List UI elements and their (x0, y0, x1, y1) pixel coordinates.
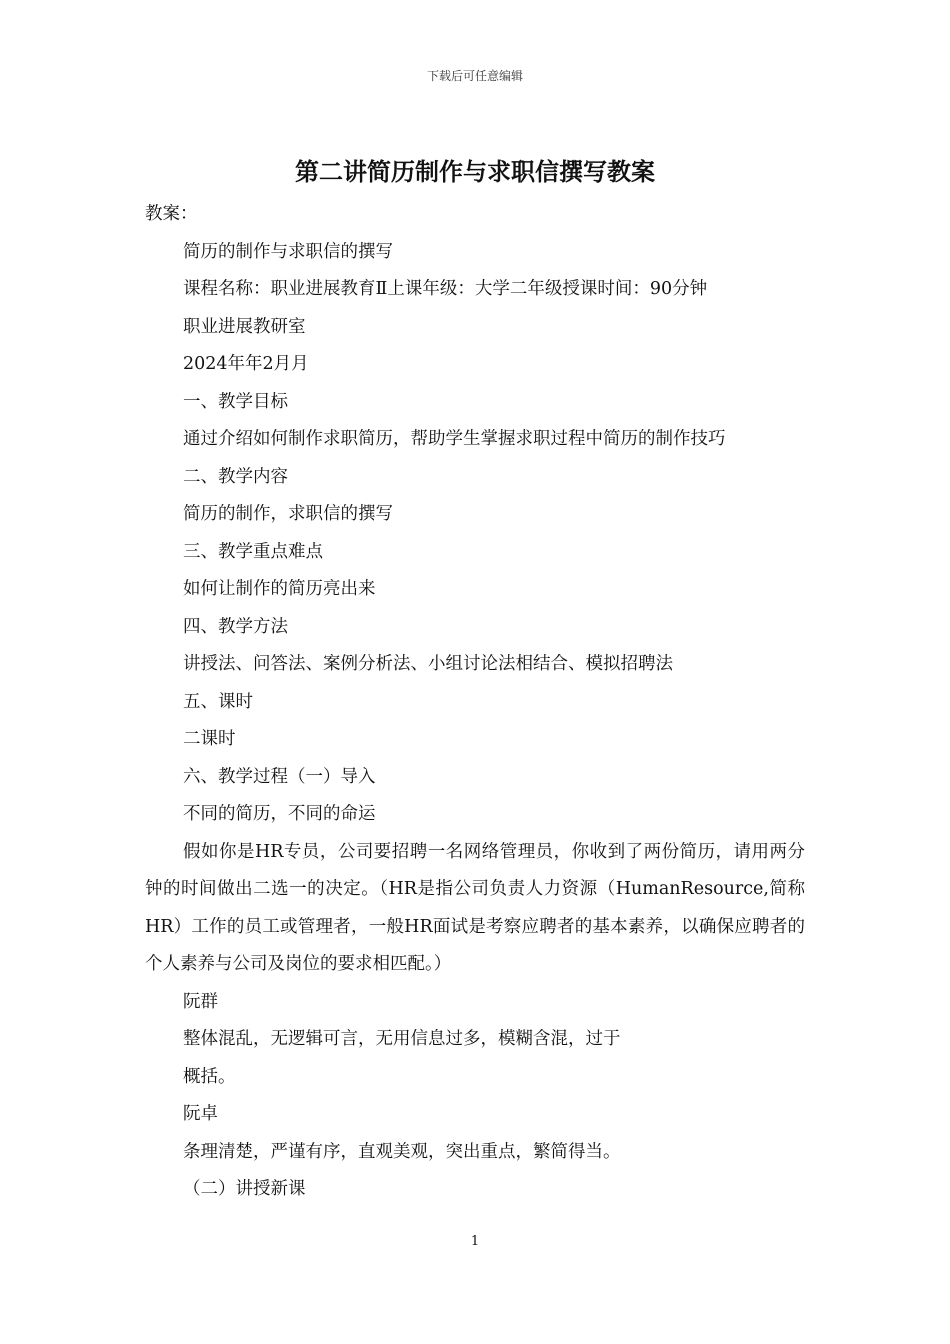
candidate-name-1: 阮群 (183, 991, 218, 1012)
section-heading-hours: 五、课时 (183, 691, 253, 712)
header-note: 下载后可任意编辑 (426, 69, 523, 83)
candidate-1-comment: 整体混乱，无逻辑可言，无用信息过多，模糊含混，过于 (183, 1029, 621, 1049)
key-points-text: 如何让制作的简历亮出来 (183, 579, 376, 599)
candidate-name-2: 阮卓 (183, 1104, 218, 1124)
department: 职业进展教研室 (183, 316, 306, 337)
candidate-2-comment: 条理清楚，严谨有序，直观美观，突出重点，繁简得当。 (183, 1141, 621, 1162)
label-jiaoan: 教案： (145, 204, 198, 224)
document-title: 第二讲简历制作与求职信撰写教案 (295, 157, 655, 186)
subsection-new-lesson: （二）讲授新课 (183, 1179, 306, 1199)
course-info: 课程名称：职业进展教育Ⅱ上课年级：大学二年级授课时间：90分钟 (183, 279, 708, 299)
scenario-paragraph: 假如你是HR专员，公司要招聘一名网络管理员，你收到了两份简历，请用两分钟的时间做出二选一的决定。（HR是指公司负责人力资源（HumanResource,简称HR）工作的员工或管理者，一般HR面试是考察应聘者的基本素养，以确保应聘者的个人素养与公司及岗位的要求相匹配。） (145, 841, 805, 974)
section-heading-methods: 四、教学方法 (183, 616, 288, 637)
date: 2024年年2月月 (183, 354, 309, 374)
candidate-1-comment-cont: 概括。 (183, 1066, 236, 1087)
page-number: 1 (470, 1234, 480, 1249)
hours-text: 二课时 (183, 729, 236, 749)
section-heading-key-points: 三、教学重点难点 (183, 541, 323, 562)
methods-text: 讲授法、问答法、案例分析法、小组讨论法相结合、模拟招聘法 (183, 654, 673, 674)
process-intro-text: 不同的简历，不同的命运 (183, 804, 376, 824)
lesson-topic: 简历的制作与求职信的撰写 (183, 241, 393, 262)
content-text: 简历的制作，求职信的撰写 (183, 504, 393, 524)
document-body (145, 196, 805, 1209)
section-heading-process: 六、教学过程（一）导入 (183, 766, 376, 787)
objectives-text: 通过介绍如何制作求职简历，帮助学生掌握求职过程中简历的制作技巧 (183, 429, 726, 449)
section-heading-objectives: 一、教学目标 (183, 391, 288, 412)
section-heading-content: 二、教学内容 (183, 466, 288, 487)
